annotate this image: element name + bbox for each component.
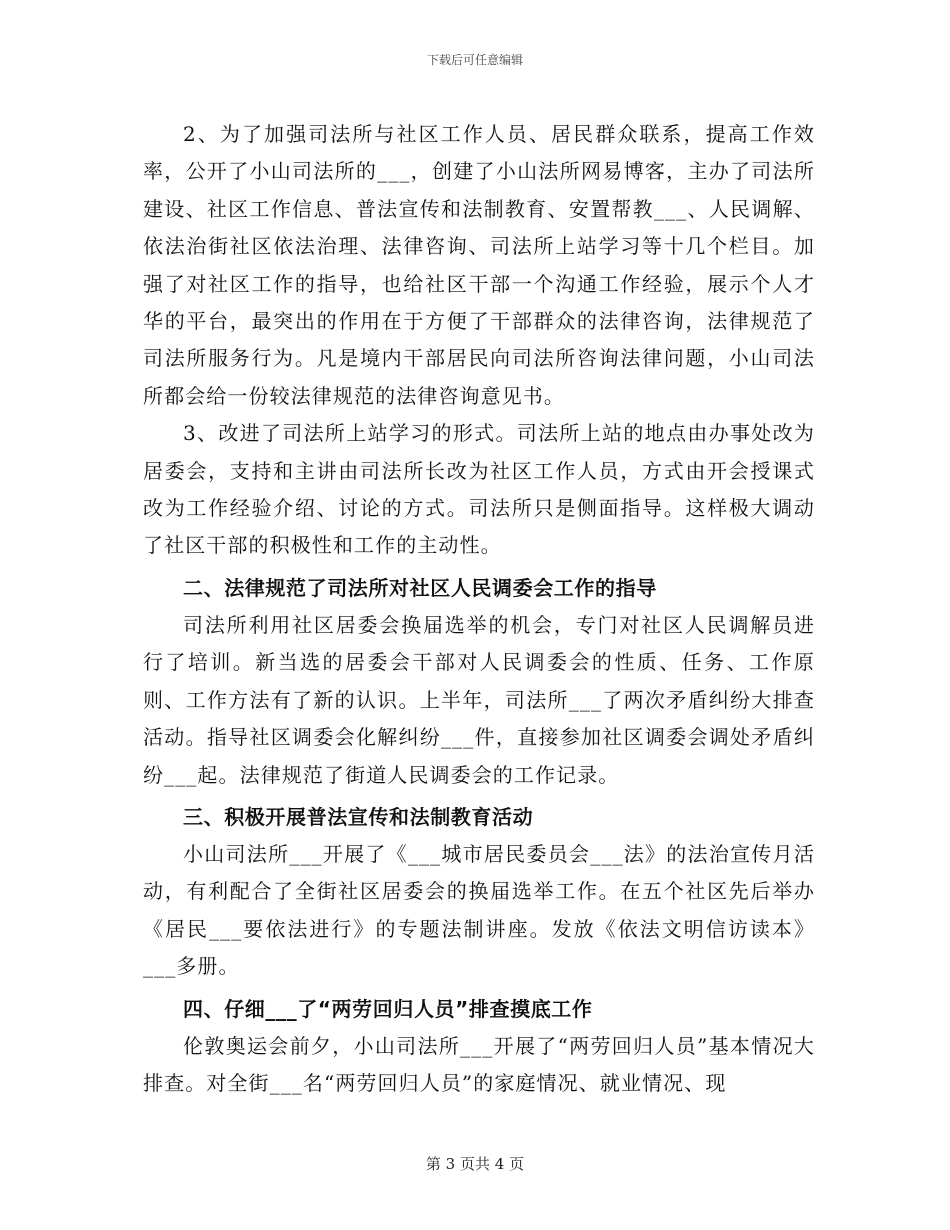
paragraph-item-3: 3、改进了司法所上站学习的形式。司法所上站的地点由办事处改为居委会，支持和主讲由司法所长改为社区工作人员，方式由开会授课式改为工作经验介绍、讨论的方式。司法所只是侧面指导。这样极大调动了社区干部的积极性和工作的主动性。 bbox=[143, 421, 815, 558]
section-heading-2: 二、法律规范了司法所对社区人民调委会工作的指导 bbox=[183, 575, 657, 600]
paragraph-item-2: 2、为了加强司法所与社区工作人员、居民群众联系，提高工作效率，公开了小山司法所的___，创建了小山法所网易博客，主办了司法所建设、社区工作信息、普法宣传和法制教育、安置帮教___、人民调解、依法治街社区依法治理、法律咨询、司法所上站学习等十几个栏目。加强了对社区工作的指导，也给社区干部一个沟通工作经验，展示个人才华的平台，最突出的作用在于方便了干部群众的法律咨询，法律规范了司法所服务行为。凡是境内干部居民向司法所咨询法律问题，小山司法所都会给一份较法律规范的法律咨询意见书。 bbox=[143, 122, 815, 408]
paragraph-mediation: 司法所利用社区居委会换届选举的机会，专门对社区人民调解员进行了培训。新当选的居委会干部对人民调委会的性质、任务、工作原则、工作方法有了新的认识。上半年，司法所___了两次矛盾纠纷大排查活动。指导社区调委会化解纠纷___件，直接参加社区调委会调处矛盾纠纷___起。法律规范了街道人民调委会的工作记录。 bbox=[143, 612, 815, 787]
section-heading-4: 四、仔细___了“两劳回归人员”排查摸底工作 bbox=[183, 996, 593, 1021]
section-heading-3: 三、积极开展普法宣传和法制教育活动 bbox=[183, 804, 534, 829]
paragraph-survey: 伦敦奥运会前夕，小山司法所___开展了“两劳回归人员”基本情况大排查。对全街___名“两劳回归人员”的家庭情况、就业情况、现 bbox=[143, 1033, 815, 1095]
page-footer: 第 3 页共 4 页 bbox=[425, 1155, 525, 1173]
page-header: 下载后可任意编辑 bbox=[426, 53, 523, 67]
document-body bbox=[143, 116, 815, 1102]
paragraph-legal-education: 小山司法所___开展了《___城市居民委员会___法》的法治宣传月活动，有利配合了全街社区居委会的换届选举工作。在五个社区先后举办《居民___要依法进行》的专题法制讲座。发放《依法文明信访读本》___多册。 bbox=[143, 841, 815, 979]
